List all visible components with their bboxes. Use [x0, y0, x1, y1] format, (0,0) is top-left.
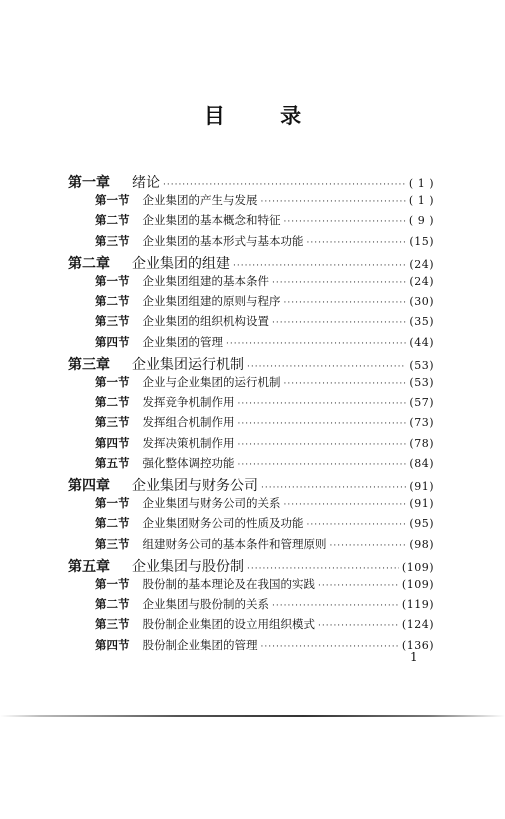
page-number: 1: [410, 650, 418, 664]
toc-chapter-row: [68, 253, 434, 273]
section-title: 组建财务公司的基本条件和管理原则: [142, 536, 327, 551]
toc-section-row: [95, 616, 434, 632]
page-title: 目 录: [203, 103, 326, 128]
page-ref: ( 1 ): [408, 177, 434, 190]
leader-dots: [318, 621, 399, 631]
chapter-label: 第五章: [68, 558, 110, 575]
toc-section-row: [95, 455, 434, 471]
leader-dots: [163, 180, 406, 190]
leader-dots: [247, 564, 399, 574]
page-ref: (35): [409, 315, 434, 329]
toc-section-row: [95, 576, 434, 592]
chapter-label: 第二章: [68, 255, 110, 272]
section-title: 企业集团财务公司的性质及功能: [142, 516, 304, 531]
chapter-title: 绪论: [132, 175, 160, 191]
page-ref: (53): [409, 358, 434, 372]
chapter-title: 企业集团的组建: [132, 255, 230, 272]
bottom-rule: [0, 715, 505, 717]
toc-section-row: [95, 495, 434, 511]
page-ref: (15): [409, 234, 434, 248]
page-ref: (78): [409, 436, 434, 450]
section-title: 强化整体调控功能: [142, 455, 235, 470]
toc-section-row: [95, 596, 434, 612]
section-label: 第五节: [95, 455, 130, 470]
leader-dots: [226, 339, 406, 349]
section-label: 第四节: [95, 334, 130, 349]
section-label: 第一节: [95, 274, 130, 288]
page-ref: (95): [409, 517, 434, 531]
section-label: 第二节: [95, 213, 130, 228]
leader-dots: [307, 520, 407, 530]
chapter-label: 第三章: [68, 356, 110, 373]
section-label: 第二节: [95, 597, 130, 612]
page-ref: (91): [409, 480, 434, 493]
page-ref: (109): [401, 560, 434, 574]
section-title: 企业集团组建的基本条件: [142, 274, 269, 288]
page-ref: (98): [409, 537, 434, 551]
toc-section-row: [95, 192, 434, 208]
section-label: 第四节: [95, 637, 130, 652]
page-ref: (109): [401, 578, 434, 591]
section-label: 第一节: [95, 375, 130, 389]
chapter-label: 第四章: [68, 478, 110, 494]
toc-section-row: [95, 515, 434, 531]
toc-chapter-row: [68, 354, 434, 374]
leader-dots: [261, 197, 406, 207]
section-label: 第三节: [95, 233, 130, 248]
page-ref: (73): [409, 416, 434, 430]
page-ref: (91): [409, 497, 434, 511]
section-label: 第四节: [95, 435, 130, 450]
leader-dots: [307, 238, 407, 248]
page-ref: (30): [409, 295, 434, 309]
toc-section-row: [95, 435, 434, 451]
toc-section-row: [95, 374, 434, 390]
section-title: 发挥组合机制作用: [142, 415, 235, 430]
page-ref: (124): [401, 618, 434, 632]
leader-dots: [284, 379, 407, 389]
section-title: 企业集团与财务公司的关系: [142, 496, 281, 511]
leader-dots: [272, 278, 406, 288]
page-ref: (57): [409, 396, 434, 410]
page-ref: (24): [409, 257, 434, 271]
chapter-title: 企业集团与财务公司: [132, 478, 258, 494]
page-ref: (44): [409, 335, 434, 349]
page-ref: (53): [409, 376, 434, 389]
section-label: 第三节: [95, 536, 130, 551]
toc-section-row: [95, 334, 434, 350]
chapter-title: 企业集团与股份制: [132, 558, 244, 575]
chapter-label: 第一章: [68, 175, 110, 191]
section-title: 企业集团的产生与发展: [142, 193, 258, 208]
page-ref: (136): [401, 638, 434, 652]
toc-chapter-row: [68, 475, 434, 495]
section-label: 第二节: [95, 516, 130, 531]
section-title: 股份制企业集团的设立用组织模式: [142, 617, 315, 632]
toc-section-row: [95, 414, 434, 430]
toc-section-row: [95, 293, 434, 309]
toc-section-row: [95, 394, 434, 410]
section-title: 企业集团的组织机构设置: [142, 314, 269, 329]
section-label: 第三节: [95, 314, 130, 329]
section-title: 股份制的基本理论及在我国的实践: [142, 577, 315, 591]
section-label: 第二节: [95, 395, 130, 410]
leader-dots: [261, 642, 399, 652]
leader-dots: [238, 419, 407, 429]
page-ref: ( 1 ): [408, 194, 434, 208]
leader-dots: [247, 362, 406, 372]
leader-dots: [238, 460, 407, 470]
section-label: 第一节: [95, 577, 130, 591]
leader-dots: [330, 541, 407, 551]
toc-chapter-row: [68, 556, 434, 576]
leader-dots: [233, 261, 406, 271]
section-title: 企业集团的管理: [142, 334, 223, 349]
toc-section-row: [95, 273, 434, 289]
page-ref: (84): [409, 456, 434, 470]
page-ref: (119): [401, 598, 434, 612]
leader-dots: [318, 581, 399, 591]
toc-section-row: [95, 313, 434, 329]
section-label: 第二节: [95, 294, 130, 309]
chapter-title: 企业集团运行机制: [132, 356, 244, 373]
section-title: 企业集团与股份制的关系: [142, 597, 269, 612]
section-title: 发挥竞争机制作用: [142, 395, 235, 410]
section-title: 发挥决策机制作用: [142, 435, 235, 450]
leader-dots: [284, 500, 407, 510]
leader-dots: [272, 318, 406, 328]
section-title: 企业集团的基本概念和特征: [142, 213, 281, 228]
page-ref: (24): [409, 275, 434, 288]
section-title: 股份制企业集团的管理: [142, 637, 258, 652]
section-title: 企业集团的基本形式与基本功能: [142, 233, 304, 248]
section-label: 第三节: [95, 617, 130, 632]
section-label: 第一节: [95, 496, 130, 511]
section-label: 第三节: [95, 415, 130, 430]
toc-section-row: [95, 637, 434, 653]
leader-dots: [261, 483, 406, 493]
leader-dots: [284, 298, 407, 308]
section-title: 企业与企业集团的运行机制: [142, 375, 281, 389]
toc-section-row: [95, 233, 434, 249]
leader-dots: [238, 440, 407, 450]
section-label: 第一节: [95, 193, 130, 208]
toc-chapter-row: [68, 172, 434, 192]
page-ref: ( 9 ): [408, 214, 434, 228]
leader-dots: [238, 399, 407, 409]
leader-dots: [272, 601, 399, 611]
toc-section-row: [95, 536, 434, 552]
leader-dots: [284, 217, 406, 227]
toc-section-row: [95, 212, 434, 228]
section-title: 企业集团组建的原则与程序: [142, 294, 281, 309]
